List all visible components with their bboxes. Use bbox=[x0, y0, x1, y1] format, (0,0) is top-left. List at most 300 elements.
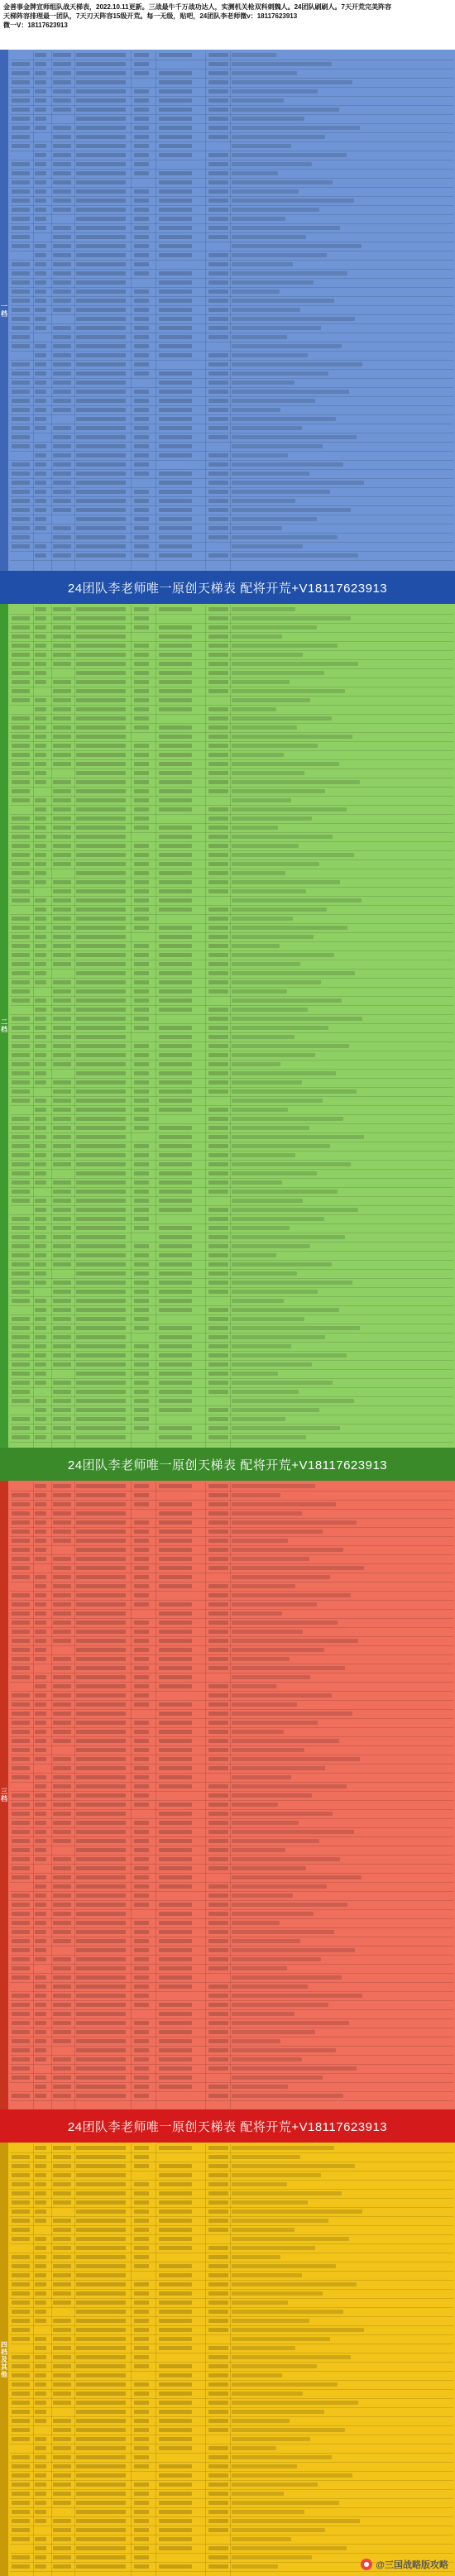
table-cell bbox=[159, 2337, 192, 2341]
table-cell bbox=[159, 2182, 192, 2186]
table-cell bbox=[232, 662, 358, 666]
table-row bbox=[10, 79, 453, 88]
table-cell bbox=[76, 1162, 126, 1166]
table-cell bbox=[76, 1875, 126, 1879]
table-cell bbox=[134, 1190, 149, 1194]
table-cell bbox=[232, 108, 339, 112]
table-cell bbox=[208, 1757, 228, 1761]
table-cell bbox=[35, 217, 46, 221]
table-cell bbox=[208, 1584, 228, 1588]
table-cell bbox=[208, 1712, 228, 1716]
table-cell bbox=[35, 725, 46, 730]
table-cell bbox=[76, 1171, 126, 1175]
table-cell bbox=[232, 1226, 290, 1230]
table-cell bbox=[53, 2346, 71, 2350]
table-cell bbox=[76, 71, 126, 75]
table-cell bbox=[208, 390, 228, 394]
table-cell bbox=[76, 426, 126, 430]
table-cell bbox=[53, 235, 71, 239]
table-row bbox=[10, 1910, 453, 1919]
table-cell bbox=[53, 2564, 71, 2569]
column-divider bbox=[33, 1482, 34, 2109]
table-cell bbox=[134, 1171, 149, 1175]
table-cell bbox=[76, 1566, 126, 1570]
table-row bbox=[10, 1215, 453, 1224]
table-cell bbox=[134, 1821, 149, 1825]
table-cell bbox=[12, 162, 30, 166]
table-cell bbox=[232, 290, 280, 294]
table-cell bbox=[208, 126, 228, 130]
table-cell bbox=[76, 1639, 126, 1643]
table-cell bbox=[35, 944, 46, 948]
table-cell bbox=[35, 490, 46, 494]
table-cell bbox=[208, 1648, 228, 1652]
table-cell bbox=[134, 2237, 149, 2241]
table-cell bbox=[134, 716, 149, 721]
table-cell bbox=[53, 2057, 71, 2061]
table-cell bbox=[53, 998, 71, 1003]
table-cell bbox=[134, 1062, 149, 1066]
table-cell bbox=[35, 1208, 46, 1212]
table-cell bbox=[232, 153, 347, 157]
table-cell bbox=[134, 1317, 149, 1321]
table-cell bbox=[76, 2483, 126, 2487]
table-cell bbox=[159, 2076, 192, 2080]
table-cell bbox=[76, 353, 126, 357]
table-cell bbox=[232, 2382, 338, 2387]
table-cell bbox=[134, 490, 149, 494]
table-cell bbox=[53, 381, 71, 385]
table-cell bbox=[76, 1921, 126, 1925]
table-cell bbox=[159, 2066, 192, 2071]
table-cell bbox=[53, 1912, 71, 1916]
table-cell bbox=[35, 853, 46, 857]
table-cell bbox=[12, 1335, 30, 1339]
table-cell bbox=[232, 1684, 276, 1688]
table-row bbox=[10, 851, 453, 860]
table-cell bbox=[12, 2012, 30, 2016]
table-row bbox=[10, 397, 453, 406]
table-cell bbox=[134, 472, 149, 476]
table-cell bbox=[76, 1957, 126, 1961]
column-divider bbox=[74, 51, 75, 571]
table-cell bbox=[134, 1089, 149, 1094]
table-cell bbox=[208, 2228, 228, 2232]
table-row bbox=[10, 2490, 453, 2499]
table-cell bbox=[53, 2264, 71, 2268]
table-cell bbox=[232, 1730, 284, 1734]
table-cell bbox=[159, 544, 192, 548]
promo-banner-text: 24团队李老师唯一原创天梯表 配将开荒+V18117623913 bbox=[67, 581, 388, 596]
table-row bbox=[10, 151, 453, 160]
table-row bbox=[10, 1197, 453, 1206]
table-cell bbox=[134, 2094, 149, 2098]
table-cell bbox=[76, 2410, 126, 2414]
table-cell bbox=[53, 1575, 71, 1579]
table-cell bbox=[76, 1080, 126, 1085]
table-cell bbox=[35, 2564, 46, 2569]
table-cell bbox=[12, 980, 30, 984]
table-cell bbox=[53, 1566, 71, 1570]
table-cell bbox=[76, 1144, 126, 1148]
table-cell bbox=[12, 117, 30, 121]
table-cell bbox=[35, 1748, 46, 1752]
table-row bbox=[10, 669, 453, 678]
table-cell bbox=[159, 1199, 192, 1203]
table-cell bbox=[12, 662, 30, 666]
table-cell bbox=[76, 1730, 126, 1734]
table-cell bbox=[232, 462, 343, 467]
table-cell bbox=[159, 2446, 192, 2450]
table-cell bbox=[35, 1539, 46, 1543]
table-cell bbox=[35, 1593, 46, 1597]
table-cell bbox=[76, 2291, 126, 2296]
table-cell bbox=[76, 898, 126, 903]
table-cell bbox=[53, 2173, 71, 2177]
table-cell bbox=[159, 1621, 192, 1625]
table-cell bbox=[76, 2528, 126, 2532]
table-cell bbox=[35, 780, 46, 784]
table-cell bbox=[12, 953, 30, 957]
table-cell bbox=[134, 2537, 149, 2541]
table-cell bbox=[76, 472, 126, 476]
table-cell bbox=[12, 1848, 30, 1852]
table-cell bbox=[134, 117, 149, 121]
table-cell bbox=[134, 2455, 149, 2459]
table-cell bbox=[134, 2510, 149, 2514]
table-cell bbox=[12, 2382, 30, 2387]
table-cell bbox=[208, 1621, 228, 1625]
table-cell bbox=[76, 807, 126, 812]
table-cell bbox=[76, 2328, 126, 2332]
table-cell bbox=[159, 2492, 192, 2496]
table-cell bbox=[134, 771, 149, 775]
table-cell bbox=[159, 1071, 192, 1075]
table-cell bbox=[76, 171, 126, 175]
table-cell bbox=[134, 317, 149, 321]
table-cell bbox=[35, 253, 46, 257]
table-cell bbox=[76, 2237, 126, 2241]
table-cell bbox=[134, 2301, 149, 2305]
table-cell bbox=[208, 662, 228, 666]
table-cell bbox=[159, 1639, 192, 1643]
table-cell bbox=[35, 1684, 46, 1688]
table-cell bbox=[35, 2455, 46, 2459]
table-cell bbox=[12, 1748, 30, 1752]
table-cell bbox=[159, 1126, 192, 1130]
table-cell bbox=[35, 671, 46, 675]
column-divider bbox=[51, 2144, 52, 2576]
table-cell bbox=[53, 1417, 71, 1421]
table-cell bbox=[76, 1739, 126, 1743]
table-cell bbox=[159, 499, 192, 503]
table-cell bbox=[76, 262, 126, 266]
table-cell bbox=[35, 935, 46, 939]
table-row bbox=[10, 1592, 453, 1601]
table-cell bbox=[53, 2337, 71, 2341]
table-cell bbox=[232, 1208, 358, 1212]
table-cell bbox=[53, 2501, 71, 2505]
table-cell bbox=[208, 1290, 228, 1294]
table-row bbox=[10, 1333, 453, 1343]
table-row bbox=[10, 2019, 453, 2028]
table-cell bbox=[12, 989, 30, 994]
table-cell bbox=[208, 1153, 228, 1157]
table-cell bbox=[35, 1575, 46, 1579]
table-cell bbox=[232, 189, 299, 194]
table-cell bbox=[232, 2328, 364, 2332]
table-row bbox=[10, 88, 453, 97]
table-cell bbox=[35, 2039, 46, 2043]
table-cell bbox=[12, 1530, 30, 1534]
table-row bbox=[10, 1764, 453, 1774]
table-cell bbox=[12, 1180, 30, 1185]
table-row bbox=[10, 361, 453, 370]
table-cell bbox=[208, 844, 228, 848]
table-cell bbox=[76, 299, 126, 303]
table-cell bbox=[134, 517, 149, 521]
table-cell bbox=[53, 744, 71, 748]
table-cell bbox=[232, 1299, 284, 1303]
table-row bbox=[10, 970, 453, 979]
table-row bbox=[10, 1728, 453, 1737]
table-cell bbox=[232, 1666, 345, 1670]
table-cell bbox=[208, 1326, 228, 1330]
table-cell bbox=[76, 381, 126, 385]
table-cell bbox=[53, 1803, 71, 1807]
table-cell bbox=[208, 1566, 228, 1570]
table-cell bbox=[232, 1557, 309, 1561]
table-cell bbox=[159, 2528, 192, 2532]
table-cell bbox=[35, 1848, 46, 1852]
table-row bbox=[10, 2217, 453, 2226]
table-cell bbox=[232, 1071, 336, 1075]
table-cell bbox=[134, 53, 149, 57]
table-row bbox=[10, 534, 453, 543]
table-cell bbox=[232, 2094, 343, 2098]
table-row bbox=[10, 2472, 453, 2481]
table-cell bbox=[159, 1290, 192, 1294]
table-cell bbox=[232, 2085, 288, 2089]
table-cell bbox=[53, 2085, 71, 2089]
table-cell bbox=[76, 2510, 126, 2514]
table-cell bbox=[208, 871, 228, 875]
table-cell bbox=[12, 2155, 30, 2159]
table-cell bbox=[35, 426, 46, 430]
table-cell bbox=[76, 2401, 126, 2405]
table-cell bbox=[53, 53, 71, 57]
table-cell bbox=[12, 898, 30, 903]
table-cell bbox=[53, 725, 71, 730]
table-cell bbox=[159, 2501, 192, 2505]
table-cell bbox=[134, 1602, 149, 1606]
table-row bbox=[10, 1846, 453, 1855]
watermark bbox=[361, 2558, 448, 2571]
table-cell bbox=[159, 735, 192, 739]
table-cell bbox=[35, 2210, 46, 2214]
table-cell bbox=[232, 1281, 352, 1285]
table-cell bbox=[232, 1381, 333, 1385]
table-cell bbox=[159, 299, 192, 303]
table-cell bbox=[134, 2492, 149, 2496]
table-cell bbox=[134, 2546, 149, 2550]
table-cell bbox=[232, 2237, 349, 2241]
table-row bbox=[10, 942, 453, 951]
table-cell bbox=[12, 889, 30, 893]
table-row bbox=[10, 306, 453, 315]
table-row bbox=[10, 2001, 453, 2010]
table-cell bbox=[12, 1702, 30, 1707]
tier-side-text: 四档及其他 bbox=[1, 2340, 7, 2378]
table-cell bbox=[76, 2094, 126, 2098]
table-cell bbox=[232, 789, 325, 793]
table-cell bbox=[35, 53, 46, 57]
table-cell bbox=[134, 1162, 149, 1166]
table-cell bbox=[53, 2401, 71, 2405]
table-cell bbox=[134, 208, 149, 212]
table-cell bbox=[76, 1117, 126, 1121]
table-cell bbox=[208, 1830, 228, 1834]
table-cell bbox=[76, 508, 126, 512]
table-cell bbox=[159, 1939, 192, 1943]
table-cell bbox=[208, 2519, 228, 2523]
table-cell bbox=[53, 2437, 71, 2441]
table-cell bbox=[35, 1821, 46, 1825]
table-cell bbox=[12, 2328, 30, 2332]
table-cell bbox=[76, 53, 126, 57]
table-cell bbox=[12, 744, 30, 748]
table-cell bbox=[12, 1966, 30, 1970]
table-cell bbox=[232, 1966, 287, 1970]
column-divider bbox=[131, 51, 132, 571]
table-cell bbox=[35, 62, 46, 66]
table-cell bbox=[12, 408, 30, 412]
table-cell bbox=[134, 1493, 149, 1497]
table-cell bbox=[12, 2510, 30, 2514]
table-row bbox=[10, 1746, 453, 1755]
table-row bbox=[10, 960, 453, 970]
table-row bbox=[10, 1415, 453, 1424]
table-cell bbox=[35, 1026, 46, 1030]
table-cell bbox=[53, 1975, 71, 1980]
table-cell bbox=[53, 898, 71, 903]
table-row bbox=[10, 2226, 453, 2235]
table-cell bbox=[76, 208, 126, 212]
table-cell bbox=[208, 2273, 228, 2277]
table-row bbox=[10, 2199, 453, 2208]
table-row bbox=[10, 2344, 453, 2353]
table-cell bbox=[76, 2419, 126, 2423]
table-cell bbox=[208, 108, 228, 112]
table-cell bbox=[76, 1975, 126, 1980]
table-cell bbox=[232, 1584, 295, 1588]
table-cell bbox=[76, 1408, 126, 1412]
table-cell bbox=[208, 1639, 228, 1643]
table-cell bbox=[35, 1621, 46, 1625]
table-row bbox=[10, 724, 453, 733]
table-cell bbox=[232, 889, 306, 893]
table-cell bbox=[232, 2228, 295, 2232]
table-cell bbox=[208, 1630, 228, 1634]
tier-rows bbox=[10, 1482, 453, 2109]
table-cell bbox=[76, 2085, 126, 2089]
table-cell bbox=[232, 1839, 319, 1843]
table-row bbox=[10, 678, 453, 687]
table-cell bbox=[232, 826, 278, 830]
table-cell bbox=[232, 1939, 300, 1943]
table-cell bbox=[53, 2155, 71, 2159]
table-cell bbox=[134, 1399, 149, 1403]
table-cell bbox=[134, 1484, 149, 1488]
table-row bbox=[10, 160, 453, 170]
table-cell bbox=[12, 1894, 30, 1898]
table-cell bbox=[208, 171, 228, 175]
table-cell bbox=[53, 1062, 71, 1066]
table-cell bbox=[76, 1344, 126, 1348]
table-cell bbox=[35, 1117, 46, 1121]
table-cell bbox=[232, 944, 280, 948]
table-cell bbox=[35, 2291, 46, 2296]
table-cell bbox=[12, 1099, 30, 1103]
table-cell bbox=[12, 1171, 30, 1175]
table-cell bbox=[208, 1884, 228, 1889]
table-cell bbox=[159, 2085, 192, 2089]
table-cell bbox=[134, 880, 149, 884]
table-cell bbox=[12, 1071, 30, 1075]
table-cell bbox=[134, 1253, 149, 1257]
table-cell bbox=[76, 689, 126, 693]
table-cell bbox=[159, 1839, 192, 1843]
table-row bbox=[10, 2272, 453, 2281]
table-cell bbox=[76, 344, 126, 348]
table-cell bbox=[53, 1539, 71, 1543]
table-row bbox=[10, 1937, 453, 1946]
table-cell bbox=[134, 2392, 149, 2396]
table-cell bbox=[208, 2264, 228, 2268]
table-cell bbox=[134, 2528, 149, 2532]
table-cell bbox=[208, 1702, 228, 1707]
table-cell bbox=[208, 707, 228, 711]
table-row bbox=[10, 1610, 453, 1619]
table-cell bbox=[76, 1602, 126, 1606]
table-cell bbox=[134, 417, 149, 421]
table-cell bbox=[53, 1426, 71, 1430]
table-cell bbox=[159, 2012, 192, 2016]
table-cell bbox=[159, 2373, 192, 2377]
table-row bbox=[10, 1692, 453, 1701]
table-cell bbox=[208, 1308, 228, 1312]
table-row bbox=[10, 860, 453, 869]
table-cell bbox=[35, 199, 46, 203]
table-cell bbox=[53, 1117, 71, 1121]
table-cell bbox=[232, 907, 327, 912]
table-cell bbox=[208, 789, 228, 793]
table-cell bbox=[208, 653, 228, 657]
table-cell bbox=[208, 2392, 228, 2396]
table-cell bbox=[134, 871, 149, 875]
table-cell bbox=[134, 1044, 149, 1048]
table-cell bbox=[134, 299, 149, 303]
table-cell bbox=[53, 1035, 71, 1039]
table-cell bbox=[208, 2401, 228, 2405]
table-cell bbox=[76, 180, 126, 184]
table-cell bbox=[208, 1821, 228, 1825]
table-row bbox=[10, 888, 453, 897]
tier-section-yellow bbox=[0, 2143, 455, 2576]
table-row bbox=[10, 333, 453, 342]
table-cell bbox=[232, 2355, 351, 2359]
table-cell bbox=[76, 2182, 126, 2186]
